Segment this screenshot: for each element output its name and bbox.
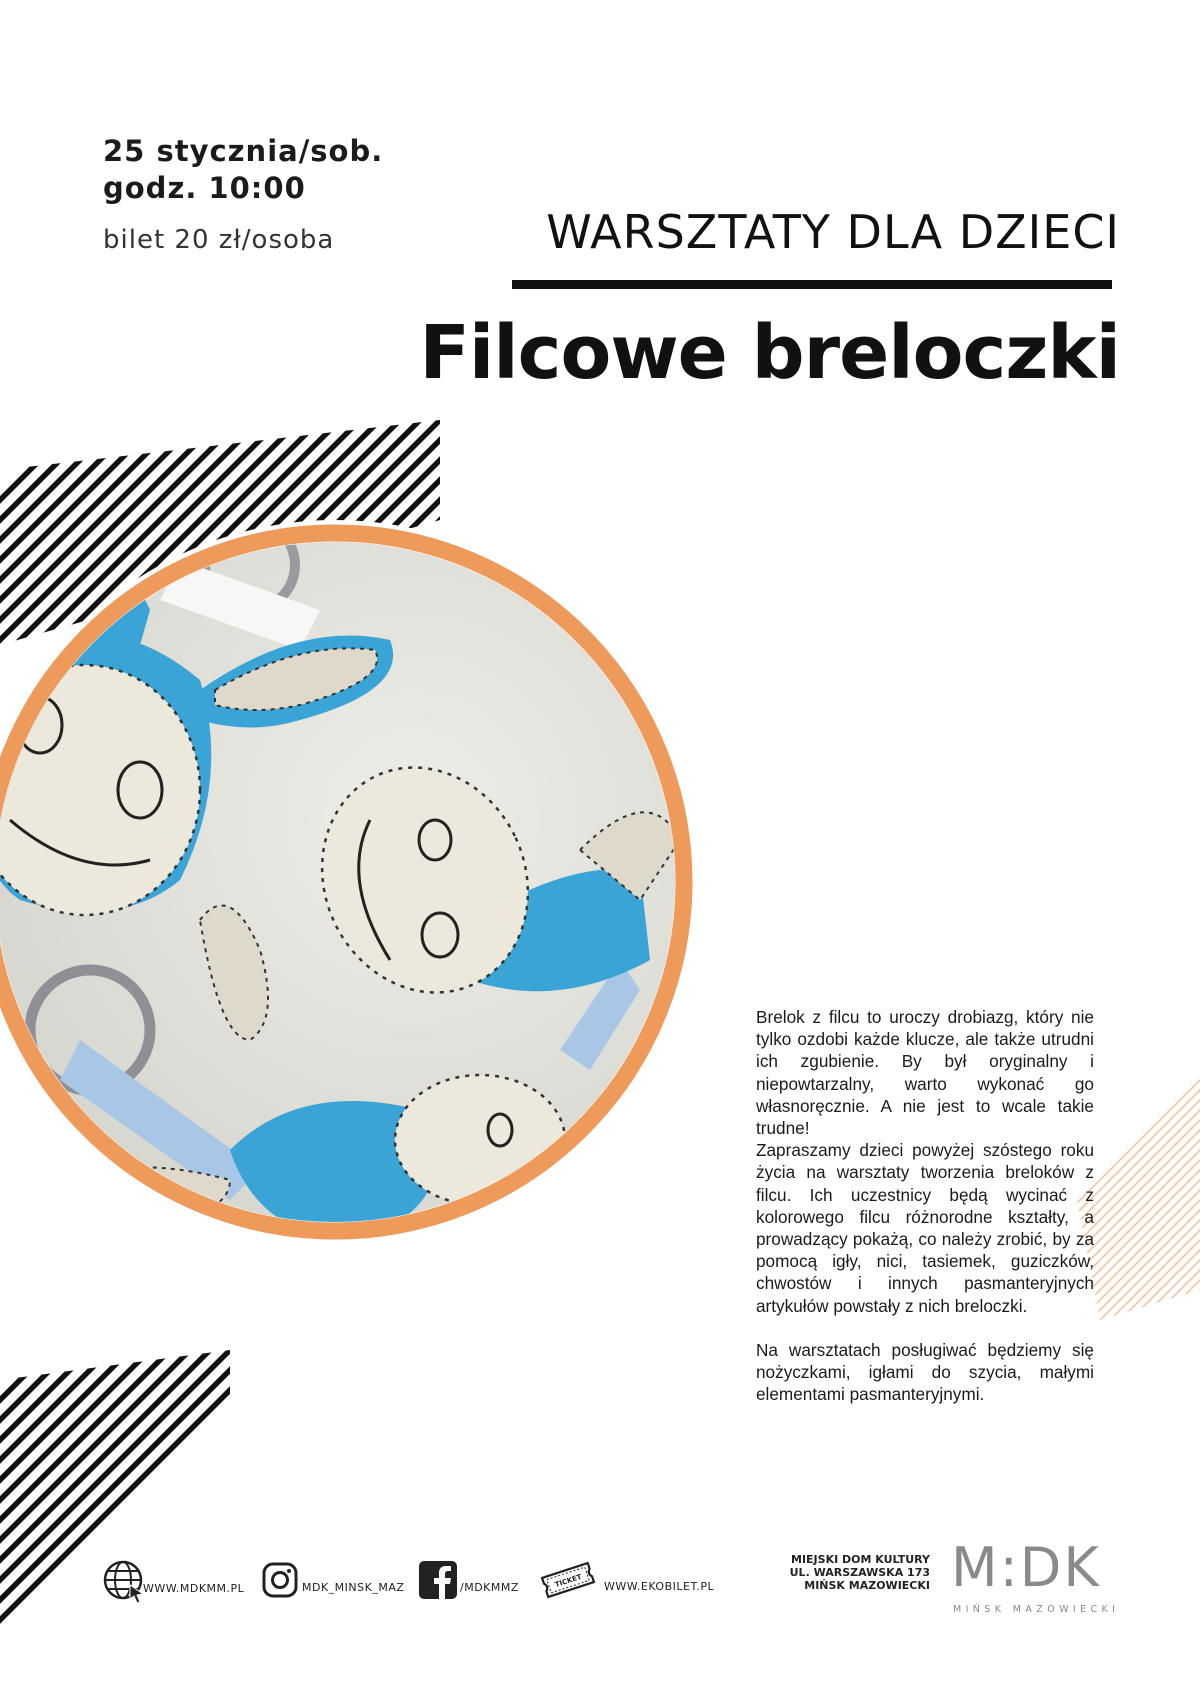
ekobilet-label: WWW.EKOBILET.PL — [604, 1580, 715, 1593]
facebook-label: /MDKMMZ — [460, 1581, 519, 1594]
description-paragraph-1: Brelok z filcu to uroczy drobiazg, który nie tylko ozdobi każde klucze, ale także utrudni ich zgubienie. By był oryginalny i niepowtarzalny, warto wykonać go własnoręcznie. A nie jest to wcale takie trudne! — [756, 1007, 1094, 1139]
event-title: Filcowe breloczki — [419, 310, 1120, 396]
ticket-price: bilet 20 zł/osoba — [103, 225, 335, 255]
organizer-name: MIEJSKI DOM KULTURY — [791, 1553, 930, 1566]
ticket-icon — [538, 1558, 598, 1602]
organizer-street: UL. WARSZAWSKA 173 — [789, 1566, 930, 1579]
website-label: WWW.MDKMM.PL — [143, 1582, 245, 1595]
organizer-info — [770, 1553, 930, 1592]
mdk-logo: M:DK — [951, 1536, 1101, 1599]
facebook-icon — [418, 1560, 458, 1600]
title-divider — [512, 280, 1112, 289]
event-description — [756, 1006, 1094, 1405]
event-category: WARSZTATY DLA DZIECI — [546, 205, 1120, 259]
event-date: 25 stycznia/sob. — [103, 134, 384, 168]
stripe-pattern-bottom — [0, 1200, 420, 1692]
instagram-icon — [262, 1562, 298, 1598]
event-time: godz. 10:00 — [103, 171, 306, 205]
instagram-label: MDK_MINSK_MAZ — [302, 1581, 405, 1594]
ticket-icon-text: TICKET — [553, 1572, 583, 1590]
description-paragraph-3: Na warsztatach posługiwać będziemy się nożyczkami, igłami do szycia, małymi elementami pasmanteryjnymi. — [756, 1339, 1094, 1405]
description-paragraph-2: Zapraszamy dzieci powyżej szóstego roku życia na warsztaty tworzenia breloków z filcu. Ich uczestnicy będą wycinać z kolorowego filcu różnorodne kształty, a prowadzący pokażą, co należy zrobić, by za pomocą igły, nici, tasiemek, guziczków, chwostów i innych pasmanteryjnych artykułów powstały z nich breloczki. — [756, 1140, 1094, 1316]
mdk-logo-subtitle: MIŃSK MAZOWIECKI — [953, 1604, 1120, 1615]
globe-cursor-icon — [103, 1560, 147, 1604]
organizer-city: MIŃSK MAZOWIECKI — [804, 1579, 930, 1592]
